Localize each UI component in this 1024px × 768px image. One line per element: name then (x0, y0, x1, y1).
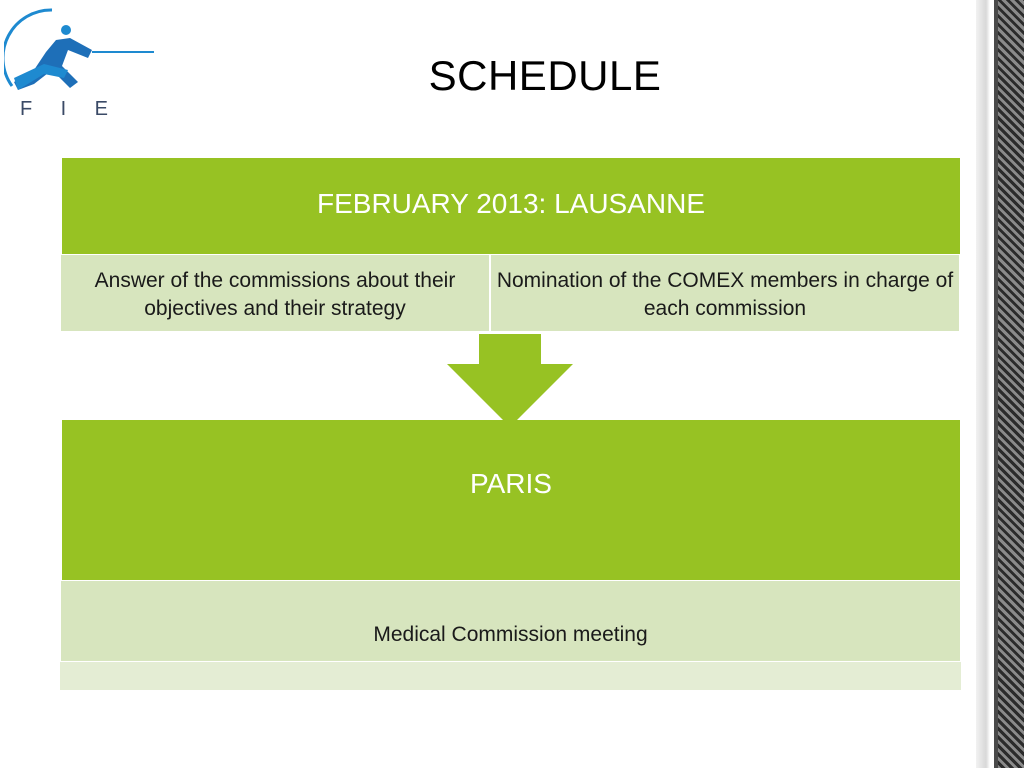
stage2-item-footer (60, 662, 961, 690)
decorative-side-strip (976, 0, 1024, 768)
logo-letter: I (60, 98, 69, 120)
slide-title: SCHEDULE (428, 52, 662, 99)
down-arrow-icon (443, 332, 577, 432)
stage2-heading: PARIS (470, 468, 552, 499)
logo-letter: E (94, 98, 110, 120)
stage1-heading-band (62, 158, 960, 254)
fie-logo (4, 4, 156, 120)
stage1-item-text: Nomination of the COMEX members in charge of each commission (496, 269, 954, 320)
stage1-heading: FEBRUARY 2013: LAUSANNE (316, 188, 706, 219)
stage1-item-text: Answer of the commissions about their objectives and their strategy (94, 269, 456, 320)
stage2-item (60, 580, 961, 662)
stage1-item-right (490, 254, 960, 332)
stage2-heading-band (62, 420, 960, 580)
logo-letter: F (20, 98, 35, 120)
stage1-item-left (60, 254, 490, 332)
stage2-item-text: Medical Commission meeting (373, 623, 648, 646)
